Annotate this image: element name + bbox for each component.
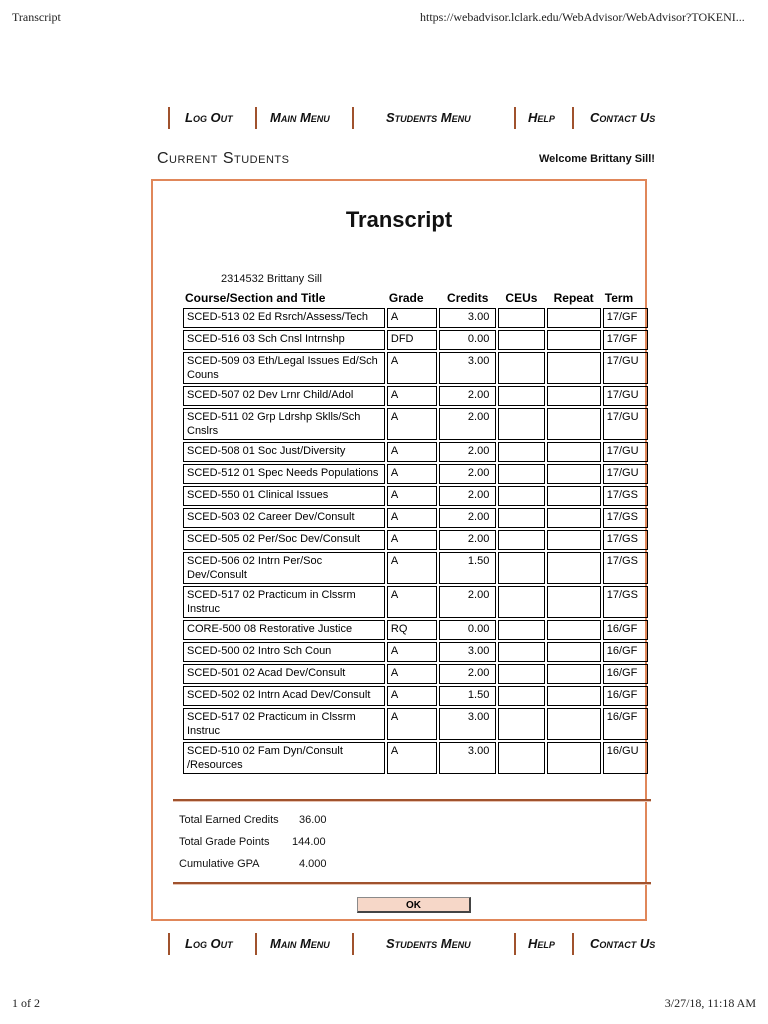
- ceus-cell: [498, 508, 544, 528]
- term-cell: 17/GS: [603, 530, 648, 550]
- course-title-cell: SCED-550 01 Clinical Issues: [183, 486, 385, 506]
- grade-cell: A: [387, 508, 437, 528]
- table-row: [183, 308, 648, 328]
- term-cell: 17/GF: [603, 308, 648, 328]
- repeat-cell: [547, 586, 601, 618]
- table-row: [183, 442, 648, 462]
- print-page-number: 1 of 2: [12, 996, 40, 1010]
- nav-students-menu-link[interactable]: Students Menu: [386, 110, 471, 125]
- cumulative-gpa-label: Cumulative GPA: [179, 858, 260, 870]
- term-cell: 16/GF: [603, 708, 648, 740]
- table-row: [183, 552, 648, 584]
- term-cell: 16/GF: [603, 664, 648, 684]
- print-page-title: Transcript: [12, 10, 61, 24]
- total-grade-points-label: Total Grade Points: [179, 836, 270, 848]
- term-cell: 17/GS: [603, 486, 648, 506]
- repeat-cell: [547, 664, 601, 684]
- section-title: Current Students: [157, 150, 290, 167]
- repeat-cell: [547, 620, 601, 640]
- nav-separator: [514, 933, 516, 955]
- nav-separator: [352, 933, 354, 955]
- nav-logout-link[interactable]: Log Out: [185, 110, 233, 125]
- nav-separator: [168, 107, 170, 129]
- ceus-cell: [498, 642, 544, 662]
- total-earned-credits-label: Total Earned Credits: [179, 814, 279, 826]
- nav-students-menu-link[interactable]: Students Menu: [386, 936, 471, 951]
- grade-cell: A: [387, 308, 437, 328]
- credits-cell: 2.00: [439, 386, 496, 406]
- grade-cell: A: [387, 586, 437, 618]
- repeat-cell: [547, 352, 601, 384]
- repeat-cell: [547, 642, 601, 662]
- transcript-table: [181, 288, 650, 776]
- print-header: [0, 10, 768, 26]
- table-row: [183, 530, 648, 550]
- ceus-cell: [498, 530, 544, 550]
- table-row: [183, 486, 648, 506]
- ok-button[interactable]: OK: [357, 897, 471, 913]
- credits-cell: 2.00: [439, 664, 496, 684]
- repeat-cell: [547, 742, 601, 774]
- repeat-cell: [547, 530, 601, 550]
- course-title-cell: SCED-512 01 Spec Needs Populations: [183, 464, 385, 484]
- ceus-cell: [498, 408, 544, 440]
- transcript-rows: [183, 308, 648, 774]
- course-title-cell: SCED-511 02 Grp Ldrshp Sklls/Sch Cnslrs: [183, 408, 385, 440]
- term-cell: 17/GS: [603, 508, 648, 528]
- table-row: [183, 352, 648, 384]
- grade-cell: A: [387, 464, 437, 484]
- course-title-cell: SCED-508 01 Soc Just/Diversity: [183, 442, 385, 462]
- nav-contact-us-link[interactable]: Contact Us: [590, 110, 656, 125]
- table-row: [183, 642, 648, 662]
- term-cell: 16/GF: [603, 686, 648, 706]
- course-title-cell: SCED-505 02 Per/Soc Dev/Consult: [183, 530, 385, 550]
- term-cell: 17/GS: [603, 552, 648, 584]
- top-nav: [168, 107, 668, 129]
- welcome-message: Welcome Brittany Sill!: [539, 153, 655, 165]
- repeat-cell: [547, 508, 601, 528]
- course-title-cell: SCED-513 02 Ed Rsrch/Assess/Tech: [183, 308, 385, 328]
- grade-cell: A: [387, 686, 437, 706]
- grade-cell: A: [387, 352, 437, 384]
- repeat-cell: [547, 408, 601, 440]
- course-title-cell: SCED-506 02 Intrn Per/Soc Dev/Consult: [183, 552, 385, 584]
- bottom-nav: [168, 933, 668, 955]
- student-id-name: 2314532 Brittany Sill: [221, 273, 322, 285]
- term-cell: 17/GU: [603, 386, 648, 406]
- nav-contact-us-link[interactable]: Contact Us: [590, 936, 656, 951]
- nav-separator: [572, 933, 574, 955]
- grade-cell: A: [387, 708, 437, 740]
- credits-cell: 3.00: [439, 708, 496, 740]
- credits-cell: 2.00: [439, 442, 496, 462]
- ceus-cell: [498, 386, 544, 406]
- credits-cell: 1.50: [439, 686, 496, 706]
- table-row: [183, 620, 648, 640]
- term-cell: 17/GU: [603, 408, 648, 440]
- nav-help-link[interactable]: Help: [528, 936, 555, 951]
- table-row: [183, 408, 648, 440]
- course-title-cell: SCED-516 03 Sch Cnsl Intrnshp: [183, 330, 385, 350]
- ceus-cell: [498, 308, 544, 328]
- table-header-row: [183, 290, 648, 306]
- course-title-cell: SCED-500 02 Intro Sch Coun: [183, 642, 385, 662]
- term-cell: 16/GF: [603, 642, 648, 662]
- table-row: [183, 508, 648, 528]
- repeat-cell: [547, 686, 601, 706]
- table-row: [183, 708, 648, 740]
- credits-cell: 2.00: [439, 530, 496, 550]
- table-row: [183, 386, 648, 406]
- ceus-cell: [498, 330, 544, 350]
- print-footer: [0, 996, 768, 1012]
- course-title-cell: SCED-517 02 Practicum in Clssrm Instruc: [183, 586, 385, 618]
- ceus-cell: [498, 686, 544, 706]
- credits-cell: 2.00: [439, 508, 496, 528]
- column-header-term: Term: [604, 291, 634, 305]
- credits-cell: 3.00: [439, 642, 496, 662]
- ceus-cell: [498, 552, 544, 584]
- grade-cell: A: [387, 742, 437, 774]
- ceus-cell: [498, 586, 544, 618]
- repeat-cell: [547, 442, 601, 462]
- grade-cell: A: [387, 552, 437, 584]
- table-row: [183, 330, 648, 350]
- grade-cell: A: [387, 486, 437, 506]
- credits-cell: 3.00: [439, 352, 496, 384]
- repeat-cell: [547, 486, 601, 506]
- column-header-ceus: CEUs: [505, 291, 538, 305]
- term-cell: 16/GF: [603, 620, 648, 640]
- nav-separator: [255, 107, 257, 129]
- ceus-cell: [498, 442, 544, 462]
- nav-main-menu-link[interactable]: Main Menu: [270, 936, 330, 951]
- grade-cell: A: [387, 664, 437, 684]
- term-cell: 16/GU: [603, 742, 648, 774]
- credits-cell: 0.00: [439, 330, 496, 350]
- total-earned-credits-value: 36.00: [299, 814, 327, 826]
- page-title: Transcript: [345, 207, 453, 232]
- credits-cell: 2.00: [439, 408, 496, 440]
- ceus-cell: [498, 742, 544, 774]
- term-cell: 17/GS: [603, 586, 648, 618]
- repeat-cell: [547, 552, 601, 584]
- total-grade-points-value: 144.00: [292, 836, 326, 848]
- course-title-cell: SCED-510 02 Fam Dyn/Consult /Resources: [183, 742, 385, 774]
- course-title-cell: SCED-517 02 Practicum in Clssrm Instruc: [183, 708, 385, 740]
- table-row: [183, 742, 648, 774]
- nav-logout-link[interactable]: Log Out: [185, 936, 233, 951]
- nav-main-menu-link[interactable]: Main Menu: [270, 110, 330, 125]
- table-row: [183, 464, 648, 484]
- course-title-cell: SCED-503 02 Career Dev/Consult: [183, 508, 385, 528]
- column-header-grade: Grade: [388, 291, 424, 305]
- nav-separator: [352, 107, 354, 129]
- transcript-panel: [151, 179, 647, 921]
- ceus-cell: [498, 708, 544, 740]
- course-title-cell: SCED-501 02 Acad Dev/Consult: [183, 664, 385, 684]
- term-cell: 17/GU: [603, 352, 648, 384]
- credits-cell: 2.00: [439, 486, 496, 506]
- grade-cell: A: [387, 386, 437, 406]
- course-title-cell: CORE-500 08 Restorative Justice: [183, 620, 385, 640]
- repeat-cell: [547, 330, 601, 350]
- grade-cell: A: [387, 442, 437, 462]
- ceus-cell: [498, 464, 544, 484]
- credits-cell: 3.00: [439, 742, 496, 774]
- repeat-cell: [547, 708, 601, 740]
- term-cell: 17/GU: [603, 464, 648, 484]
- divider: [173, 799, 651, 801]
- repeat-cell: [547, 386, 601, 406]
- term-cell: 17/GU: [603, 442, 648, 462]
- table-row: [183, 586, 648, 618]
- grade-cell: A: [387, 530, 437, 550]
- credits-cell: 3.00: [439, 308, 496, 328]
- credits-cell: 1.50: [439, 552, 496, 584]
- course-title-cell: SCED-507 02 Dev Lrnr Child/Adol: [183, 386, 385, 406]
- credits-cell: 2.00: [439, 586, 496, 618]
- cumulative-gpa-value: 4.000: [299, 858, 327, 870]
- grade-cell: A: [387, 408, 437, 440]
- print-datetime: 3/27/18, 11:18 AM: [664, 996, 756, 1010]
- nav-separator: [168, 933, 170, 955]
- column-header-credits: Credits: [447, 291, 489, 305]
- grade-cell: DFD: [387, 330, 437, 350]
- nav-separator: [514, 107, 516, 129]
- column-header-course: Course/Section and Title: [185, 291, 326, 305]
- repeat-cell: [547, 308, 601, 328]
- repeat-cell: [547, 464, 601, 484]
- term-cell: 17/GF: [603, 330, 648, 350]
- table-row: [183, 664, 648, 684]
- nav-separator: [572, 107, 574, 129]
- ceus-cell: [498, 486, 544, 506]
- column-header-repeat: Repeat: [553, 291, 594, 305]
- credits-cell: 2.00: [439, 464, 496, 484]
- nav-separator: [255, 933, 257, 955]
- credits-cell: 0.00: [439, 620, 496, 640]
- nav-help-link[interactable]: Help: [528, 110, 555, 125]
- grade-cell: RQ: [387, 620, 437, 640]
- course-title-cell: SCED-509 03 Eth/Legal Issues Ed/Sch Couns: [183, 352, 385, 384]
- table-row: [183, 686, 648, 706]
- course-title-cell: SCED-502 02 Intrn Acad Dev/Consult: [183, 686, 385, 706]
- ceus-cell: [498, 620, 544, 640]
- ceus-cell: [498, 664, 544, 684]
- divider: [173, 882, 651, 884]
- ceus-cell: [498, 352, 544, 384]
- print-page-url: https://webadvisor.lclark.edu/WebAdvisor/WebAdvisor?TOKENI...: [420, 10, 745, 24]
- grade-cell: A: [387, 642, 437, 662]
